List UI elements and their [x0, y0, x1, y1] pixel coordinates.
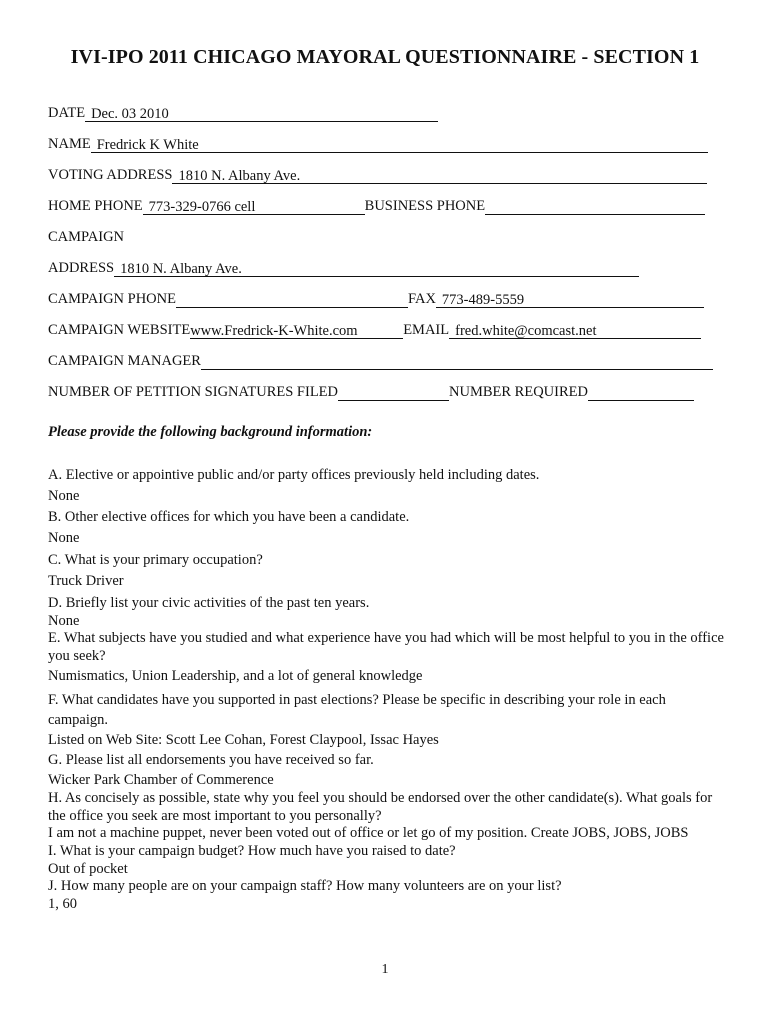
question-d — [48, 595, 728, 630]
fax-field[interactable] — [436, 292, 704, 308]
business-phone-label: BUSINESS PHONE — [364, 198, 486, 214]
question-text: H. As concisely as possible, state why you feel you should be endorsed over the other candidate(s). What goals for the office you seek are most important to you personally? — [48, 790, 713, 824]
campaign-manager-row — [48, 350, 713, 370]
campaign-website-row — [48, 319, 701, 339]
question-text: E. What subjects have you studied and what experience have you had which will be most helpful to you in the office you seek? — [48, 630, 724, 664]
home-phone-field[interactable] — [143, 199, 365, 215]
fax-label: FAX — [407, 291, 436, 307]
question-h — [48, 790, 728, 843]
email-field[interactable] — [449, 323, 701, 339]
email-value: fred.white@comcast.net — [455, 323, 597, 339]
campaign-manager-field[interactable] — [201, 354, 713, 370]
question-text: G. Please list all endorsements you have received so far. — [48, 752, 374, 768]
address-value: 1810 N. Albany Ave. — [120, 261, 242, 277]
voting-address-field[interactable] — [172, 168, 707, 184]
question-text: F. What candidates have you supported in past elections? Please be specific in describing your role in each campaign. — [48, 692, 666, 728]
name-field[interactable] — [91, 137, 708, 153]
answer-text: None — [48, 487, 80, 504]
campaign-phone-row — [48, 288, 704, 308]
question-text: D. Briefly list your civic activities of the past ten years. — [48, 595, 370, 611]
answer-text: Numismatics, Union Leadership, and a lot of general knowledge — [48, 668, 423, 684]
campaign-website-value: www.Fredrick-K-White.com — [190, 323, 358, 339]
petition-filed-field[interactable] — [338, 385, 449, 401]
background-heading: Please provide the following background information: — [48, 424, 373, 440]
question-j — [48, 878, 728, 913]
name-label: NAME — [48, 136, 91, 152]
business-phone-field[interactable] — [485, 199, 705, 215]
email-label: EMAIL — [403, 322, 450, 338]
answer-text: None — [48, 529, 80, 546]
campaign-website-field[interactable] — [190, 323, 403, 339]
campaign-address-row — [48, 257, 639, 277]
question-b — [48, 509, 728, 547]
date-row — [48, 102, 438, 122]
page-number: 1 — [381, 962, 389, 977]
question-text: A. Elective or appointive public and/or party offices previously held including dates. — [48, 467, 540, 483]
petition-filed-label: NUMBER OF PETITION SIGNATURES FILED — [48, 384, 339, 400]
campaign-website-label: CAMPAIGN WEBSITE — [48, 322, 191, 338]
voting-address-row — [48, 164, 707, 184]
voting-address-value: 1810 N. Albany Ave. — [178, 168, 301, 184]
question-text: B. Other elective offices for which you have been a candidate. — [48, 509, 410, 525]
answer-text: Wicker Park Chamber of Commerence — [48, 771, 274, 788]
answer-text: Out of pocket — [48, 860, 128, 877]
number-required-field[interactable] — [588, 385, 694, 401]
answer-text: None — [48, 612, 80, 629]
question-i — [48, 843, 728, 878]
campaign-phone-label: CAMPAIGN PHONE — [48, 291, 176, 307]
answer-text: Listed on Web Site: Scott Lee Cohan, Forest Claypool, Issac Hayes — [48, 732, 439, 748]
name-value: Fredrick K White — [96, 137, 199, 153]
question-f — [48, 690, 728, 750]
name-row — [48, 133, 708, 153]
campaign-manager-label: CAMPAIGN MANAGER — [48, 353, 201, 369]
date-label: DATE — [48, 105, 86, 121]
answer-text: 1, 60 — [48, 895, 77, 912]
question-c — [48, 552, 728, 590]
home-phone-value: 773-329-0766 cell — [148, 199, 256, 215]
date-value: Dec. 03 2010 — [91, 106, 169, 122]
question-text: C. What is your primary occupation? — [48, 552, 263, 568]
phone-row — [48, 195, 705, 215]
campaign-label: CAMPAIGN — [48, 229, 125, 245]
petition-row — [48, 381, 694, 401]
campaign-row — [48, 226, 124, 246]
campaign-phone-field[interactable] — [176, 292, 408, 308]
home-phone-label: HOME PHONE — [48, 198, 143, 214]
voting-address-label: VOTING ADDRESS — [48, 167, 173, 183]
date-field[interactable] — [85, 106, 438, 122]
question-g — [48, 752, 728, 789]
question-text: J. How many people are on your campaign staff? How many volunteers are on your list? — [48, 878, 562, 894]
address-field[interactable] — [114, 261, 639, 277]
answer-text: Truck Driver — [48, 572, 124, 589]
question-e — [48, 630, 728, 686]
question-a — [48, 467, 728, 505]
address-label: ADDRESS — [48, 260, 115, 276]
answer-text: I am not a machine puppet, never been voted out of office or let go of my position. Create JOBS, JOBS, JOBS — [48, 825, 689, 841]
document-title: IVI-IPO 2011 CHICAGO MAYORAL QUESTIONNAIRE - SECTION 1 — [70, 46, 700, 68]
fax-value: 773-489-5559 — [441, 292, 525, 308]
number-required-label: NUMBER REQUIRED — [449, 384, 588, 400]
question-text: I. What is your campaign budget? How much have you raised to date? — [48, 843, 456, 859]
